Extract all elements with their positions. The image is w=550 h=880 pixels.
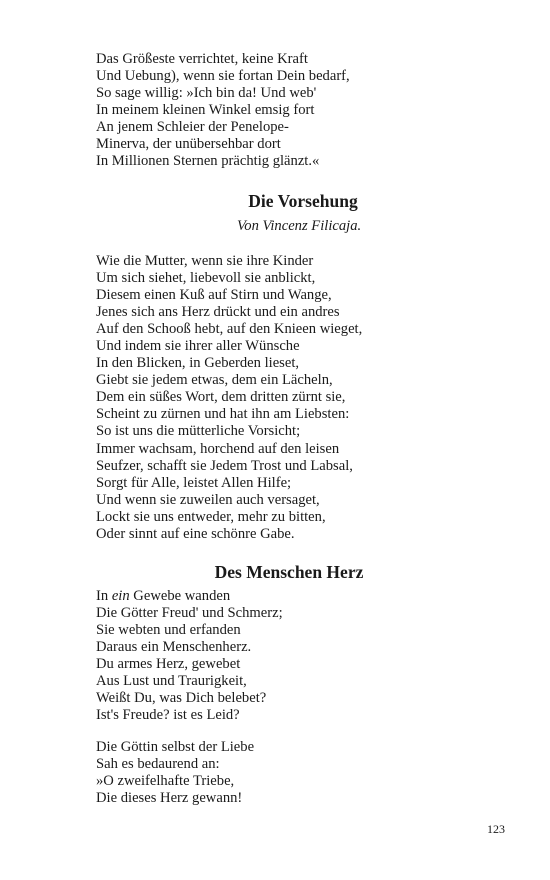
verse-line: Die dieses Herz gewann!	[96, 790, 243, 807]
verse-line: Sorgt für Alle, leistet Allen Hilfe;	[96, 474, 292, 491]
verse-line: Das Größeste verrichtet, keine Kraft	[96, 51, 308, 67]
poem-stanza	[96, 588, 496, 724]
verse-line: Oder sinnt auf eine schönre Gabe.	[96, 525, 295, 542]
poem-stanza	[96, 739, 496, 807]
page-number: 123	[487, 822, 505, 836]
verse-line: Und wenn sie zuweilen auch versaget,	[96, 491, 320, 508]
verse-line: So sage willig: »Ich bin da! Und web'	[96, 85, 317, 102]
verse-line: Seufzer, schafft sie Jedem Trost und Labsal,	[96, 457, 353, 474]
verse-line: Und Uebung), wenn sie fortan Dein bedarf,	[96, 68, 350, 85]
verse-line: Du armes Herz, gewebet	[96, 656, 241, 673]
verse-line: In den Blicken, in Geberden lieset,	[96, 355, 300, 372]
verse-line: Sie webten und erfanden	[96, 622, 241, 639]
verse-line: Die Götter Freud' und Schmerz;	[96, 605, 283, 622]
verse-line: Immer wachsam, horchend auf den leisen	[96, 440, 340, 457]
poem-body	[96, 253, 496, 543]
verse-line: Giebt sie jedem etwas, dem ein Lächeln,	[96, 372, 333, 389]
verse-line: Und indem sie ihrer aller Wünsche	[96, 338, 300, 355]
verse-line: In Millionen Sternen prächtig glänzt.«	[96, 153, 320, 170]
emphasized-word: ein	[111, 588, 130, 604]
verse-line: Weißt Du, was Dich belebet?	[96, 690, 267, 707]
poem-title: Des Menschen Herz	[214, 562, 364, 582]
verse-line: Sah es bedaurend an:	[96, 756, 220, 773]
verse-line: Minerva, der unübersehbar dort	[96, 136, 281, 153]
opening-stanza	[96, 51, 496, 170]
verse-line: Daraus ein Menschenherz.	[96, 639, 252, 656]
verse-line: Aus Lust und Traurigkeit,	[96, 673, 247, 690]
verse-line: Scheint zu zürnen und hat ihn am Liebsten:	[96, 406, 350, 423]
verse-line: Um sich siehet, liebevoll sie anblickt,	[96, 270, 316, 287]
verse-line	[96, 588, 496, 605]
verse-line: Dem ein süßes Wort, dem dritten zürnt sie,	[96, 389, 346, 406]
poem-byline: Von Vincenz Filicaja.	[237, 218, 362, 234]
verse-line: »O zweifelhafte Triebe,	[96, 773, 235, 790]
verse-line: So ist uns die mütterliche Vorsicht;	[96, 423, 301, 440]
verse-line: Ist's Freude? ist es Leid?	[96, 707, 240, 724]
verse-line: Jenes sich ans Herz drückt und ein andres	[96, 304, 340, 321]
verse-line: Lockt sie uns entweder, mehr zu bitten,	[96, 508, 326, 525]
verse-text: In	[96, 588, 112, 604]
verse-line: Wie die Mutter, wenn sie ihre Kinder	[96, 253, 314, 269]
verse-text: Gewebe wanden	[129, 588, 231, 604]
verse-line: An jenem Schleier der Penelope-	[96, 119, 289, 136]
verse-line: Die Göttin selbst der Liebe	[96, 739, 255, 755]
verse-line: Auf den Schooß hebt, auf den Knieen wieget,	[96, 321, 363, 338]
verse-line: Diesem einen Kuß auf Stirn und Wange,	[96, 287, 332, 304]
poem-title: Die Vorsehung	[248, 191, 358, 211]
verse-line: In meinem kleinen Winkel emsig fort	[96, 102, 315, 119]
